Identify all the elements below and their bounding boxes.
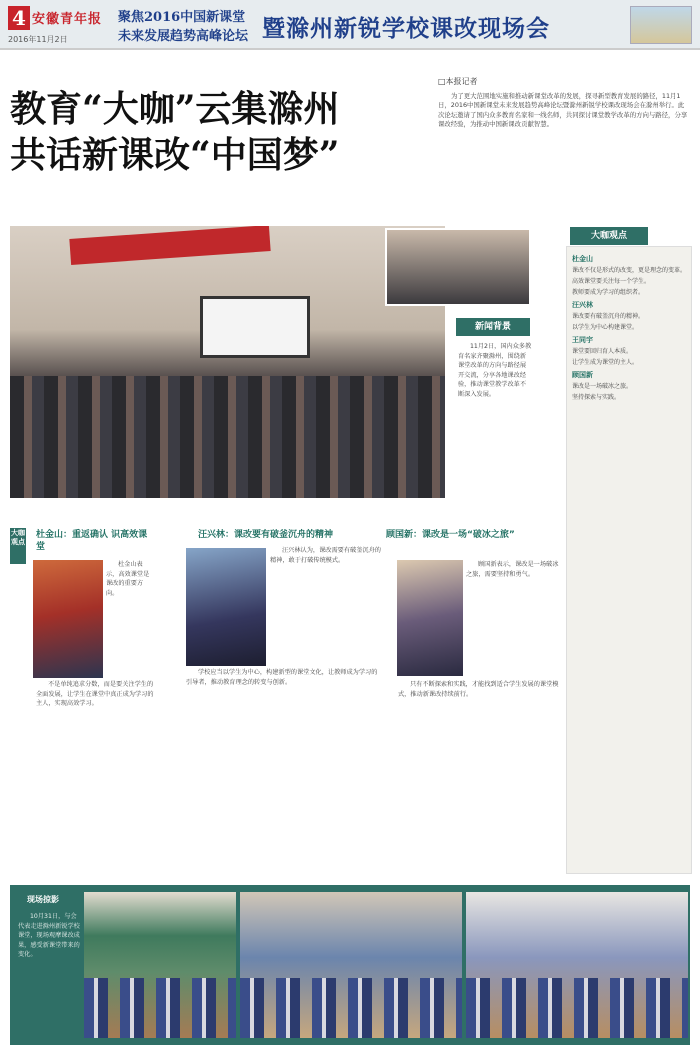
students [84,978,236,1038]
column-3-heading: 顾国新：课改是一场“破冰之旅” [386,530,515,540]
sidebar-group-name: 王同宇 [572,336,593,344]
column-2-heading: 汪兴林：课改要有破釜沉舟的精神 [198,530,334,540]
header-building-image [630,6,692,44]
header-line-2: 未来发展趋势高峰论坛 [118,29,249,44]
sidebar-item: 坚持探索与实践。 [572,394,621,401]
sidebar-group-name: 汪兴林 [572,301,593,309]
sidebar-item: 课堂要回归育人本质。 [572,348,633,355]
portrait-photo-1 [33,560,103,678]
column-1-text-a: 杜金山表示，高效课堂是课改的重要方向。 [106,561,150,597]
newspaper-brand: 安徽青年报 [32,12,103,27]
scene-text: 10月31日，与会代表走进滁州新锐学校课堂，现场观摩课改成果，感受新课堂带来的变化。 [18,913,80,958]
students [466,978,688,1038]
article-title [10,86,430,178]
sidebar-group [572,370,686,402]
column-3-text-a: 顾国新表示，课改是一场破冰之旅，需要坚持和勇气。 [466,561,559,578]
sidebar-item: 课改要有破釜沉舟的精神。 [572,313,645,320]
conference-banner [69,226,270,265]
audience [10,376,445,498]
projection-screen [200,296,310,358]
scene-tag: 现场掠影 [14,892,72,908]
page-number: 4 [8,6,30,30]
column-3-text-b: 只有不断探索和实践，才能找到适合学生发展的课堂模式，推动新课改持续前行。 [398,681,559,698]
lead-paragraph: 为了更大范围地实施和推动新课堂改革的发展，探寻新型教育发展的路径，11月1日，2016中国新课堂未来发展趋势高峰论坛暨滁州新锐学校课改现场会在滁州举行。此次论坛邀请了国内众多教育名家和一线名师，共同探讨课堂教学改革的方向与路径，分享课改经验，为推动中国新课改贡献智慧。 [438,92,688,129]
sidebar-group [572,300,686,332]
background-tag: 新闻背景 [456,318,530,336]
expert-view-tag: 大咖观点 [570,227,648,245]
sidebar-group [572,335,686,367]
portrait-photo-3 [397,560,463,676]
sidebar-group-name: 杜金山 [572,255,593,263]
column-1-text-b: 不是单纯追求分数，而是要关注学生的全面发展，让学生在课堂中真正成为学习的主人，实现高效学习。 [36,681,154,708]
expert-sidebar [566,246,692,874]
column-2-text-a: 汪兴林认为，课改需要有破釜沉舟的精神，敢于打破传统模式。 [270,547,381,564]
inset-photo [385,228,531,306]
background-text: 11月2日，国内众多教育名家齐聚滁州，围绕新课堂改革的方向与路径展开交流，分享各地课改经验，推动课堂教学改革不断深入发展。 [458,343,532,398]
side-tag: 大咖观点 [10,528,26,564]
sidebar-group [572,254,686,297]
classroom-photo-3 [466,892,688,1038]
title-line-1: 教育“大咖”云集滁州 [10,88,340,130]
reporter-line: □本报记者 [438,77,478,86]
sidebar-item: 教师要成为学习的组织者。 [572,289,645,296]
main-conference-photo [10,226,445,498]
students [240,978,462,1038]
column-2-text-b: 学校应当以学生为中心，构建新型的课堂文化，让教师成为学习的引导者，推动教育理念的转变与创新。 [186,669,378,686]
sidebar-item: 让学生成为课堂的主人。 [572,359,639,366]
issue-date: 2016年11月2日 [8,35,68,44]
header-line-1: 聚焦2016中国新课堂 [118,10,246,25]
header-big-title: 暨滁州新锐学校课改现场会 [262,15,550,42]
sidebar-group-name: 顾国新 [572,371,593,379]
sidebar-item: 课改是一场破冰之旅。 [572,383,633,390]
classroom-photo-2 [240,892,462,1038]
classroom-photo-1 [84,892,236,1038]
column-1-heading: 杜金山：重返确认 识高效课堂 [36,530,148,552]
portrait-photo-2 [186,548,266,666]
sidebar-item: 课改不仅是形式的改变，更是理念的变革。 [572,267,687,274]
title-line-2: 共话新课改“中国梦” [10,134,340,176]
sidebar-item: 高效课堂要关注每一个学生。 [572,278,651,285]
sidebar-item: 以学生为中心构建课堂。 [572,324,639,331]
